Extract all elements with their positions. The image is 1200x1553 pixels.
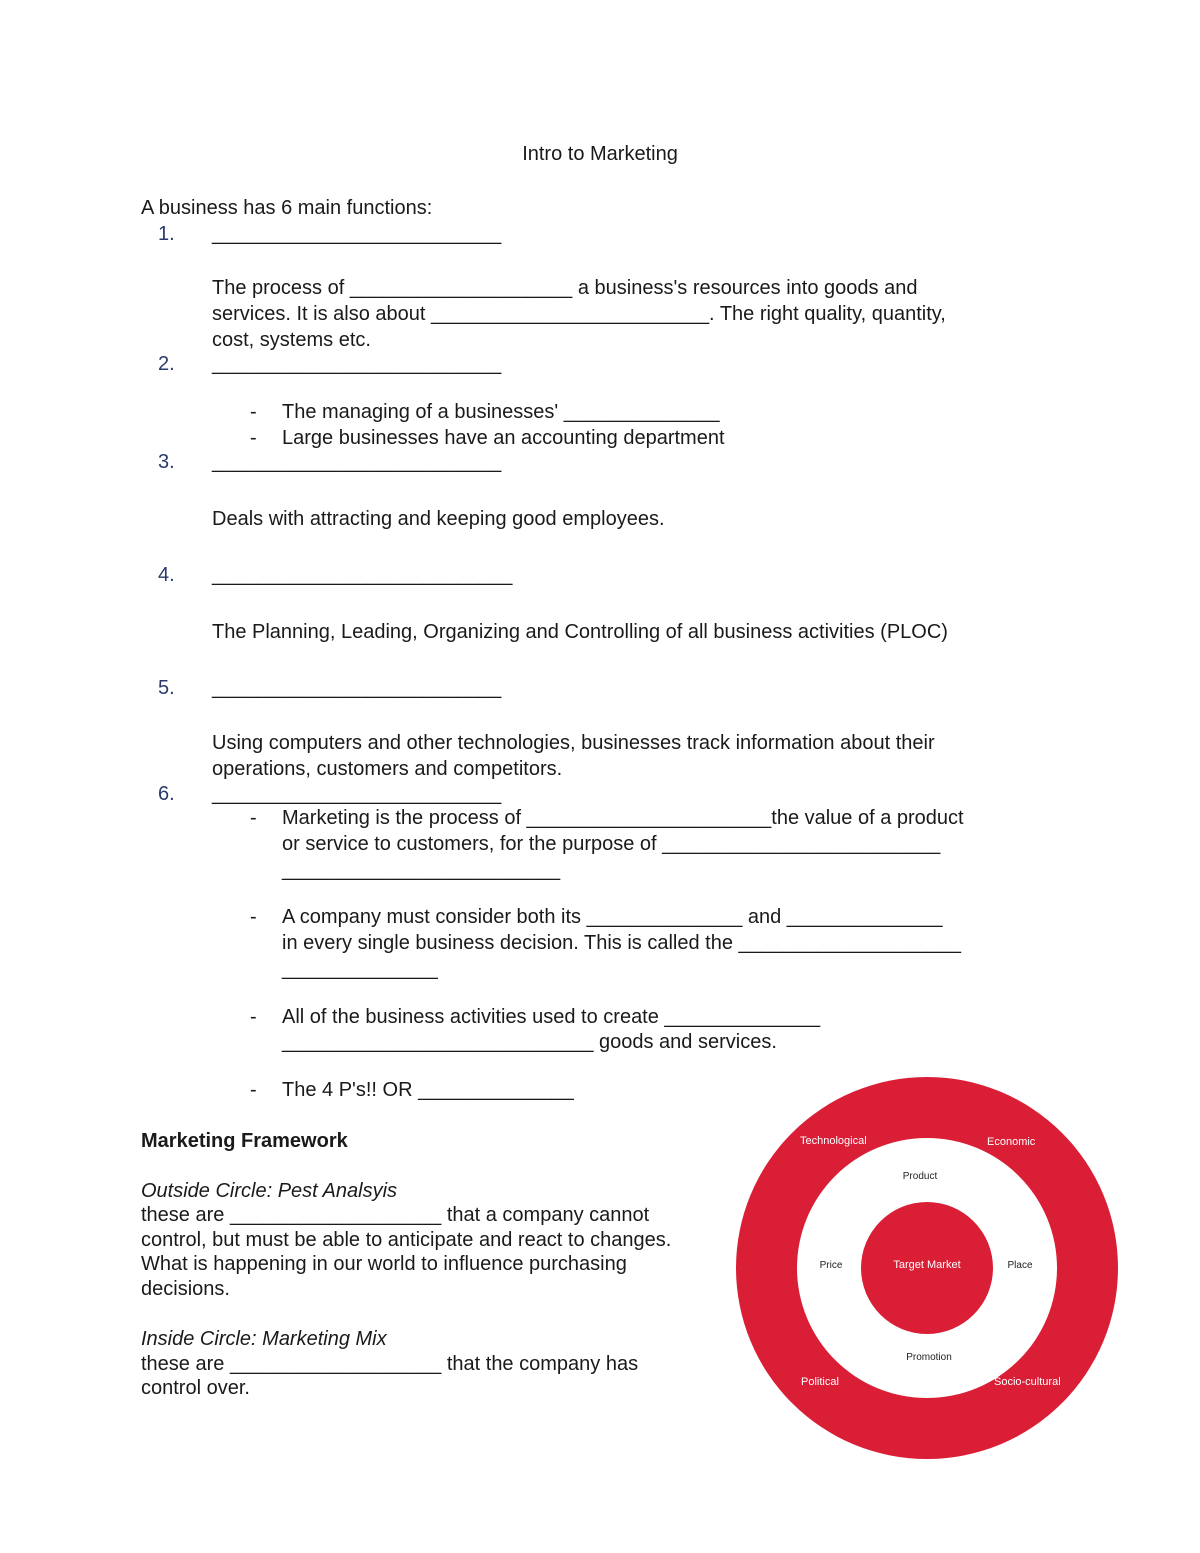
intro-text: A business has 6 main functions: bbox=[141, 197, 433, 219]
pest-label-political: Political bbox=[801, 1376, 839, 1388]
outside-circle-line2: control, but must be able to anticipate and react to changes. bbox=[141, 1229, 672, 1251]
function-6-number: 6. bbox=[158, 783, 175, 805]
inside-circle-line1: these are ___________________ that the company has bbox=[141, 1353, 639, 1375]
marketing-framework-diagram bbox=[736, 1077, 1118, 1459]
function-6-bullet-2-line2: in every single business decision. This is called the ____________________ bbox=[282, 932, 961, 954]
pest-label-technological: Technological bbox=[800, 1135, 867, 1147]
mix-label-price: Price bbox=[819, 1260, 843, 1271]
pest-label-socio-cultural: Socio-cultural bbox=[994, 1376, 1061, 1388]
function-6-bullet-1-line1: Marketing is the process of ______________________the value of a product bbox=[282, 807, 964, 829]
framework-heading: Marketing Framework bbox=[141, 1130, 348, 1152]
function-3-blank: __________________________ bbox=[212, 451, 502, 473]
bullet-dash: - bbox=[250, 427, 257, 449]
function-1-desc-line3: cost, systems etc. bbox=[212, 329, 371, 351]
function-2-bullet-2: Large businesses have an accounting department bbox=[282, 427, 725, 449]
function-6-bullet-3-line1: All of the business activities used to create ______________ bbox=[282, 1006, 821, 1028]
function-2-number: 2. bbox=[158, 353, 175, 375]
function-5-blank: __________________________ bbox=[212, 677, 502, 699]
function-1-desc-line1: The process of ____________________ a business's resources into goods and bbox=[212, 277, 918, 299]
inside-circle-heading: Inside Circle: Marketing Mix bbox=[141, 1328, 387, 1350]
function-2-bullet-1: The managing of a businesses' ______________ bbox=[282, 401, 720, 423]
outside-circle-line4: decisions. bbox=[141, 1278, 230, 1300]
mix-label-promotion: Promotion bbox=[906, 1352, 952, 1363]
bullet-dash: - bbox=[250, 1079, 257, 1101]
function-6-bullet-4: The 4 P's!! OR ______________ bbox=[282, 1079, 574, 1101]
function-6-bullet-2-line3: ______________ bbox=[282, 958, 438, 980]
function-6-bullet-1-line2: or service to customers, for the purpose of _________________________ bbox=[282, 833, 941, 855]
function-3-desc: Deals with attracting and keeping good employees. bbox=[212, 508, 665, 530]
outside-circle-heading: Outside Circle: Pest Analsyis bbox=[141, 1180, 398, 1202]
center-label-target-market: Target Market bbox=[893, 1259, 961, 1271]
function-6-bullet-2-line1: A company must consider both its ______________ and ______________ bbox=[282, 906, 943, 928]
function-5-desc-line1: Using computers and other technologies, businesses track information about their bbox=[212, 732, 935, 754]
function-1-number: 1. bbox=[158, 223, 175, 245]
function-6-bullet-1-line3: _________________________ bbox=[282, 859, 561, 881]
bullet-dash: - bbox=[250, 906, 257, 928]
function-1-blank: __________________________ bbox=[212, 223, 502, 245]
function-1-desc-line2: services. It is also about _________________________. The right quality, quantity, bbox=[212, 303, 946, 325]
function-6-blank: __________________________ bbox=[212, 783, 502, 805]
function-4-blank: ___________________________ bbox=[212, 564, 513, 586]
mix-label-product: Product bbox=[902, 1171, 938, 1182]
bullet-dash: - bbox=[250, 401, 257, 423]
pest-label-economic: Economic bbox=[987, 1136, 1036, 1148]
outside-circle-line1: these are ___________________ that a company cannot bbox=[141, 1204, 650, 1226]
function-4-desc: The Planning, Leading, Organizing and Controlling of all business activities (PLOC) bbox=[212, 621, 948, 643]
function-4-number: 4. bbox=[158, 564, 175, 586]
bullet-dash: - bbox=[250, 807, 257, 829]
function-3-number: 3. bbox=[158, 451, 175, 473]
outside-circle-line3: What is happening in our world to influence purchasing bbox=[141, 1253, 627, 1275]
function-5-desc-line2: operations, customers and competitors. bbox=[212, 758, 563, 780]
page-title: Intro to Marketing bbox=[522, 143, 678, 165]
function-2-blank: __________________________ bbox=[212, 353, 502, 375]
inside-circle-line2: control over. bbox=[141, 1377, 250, 1399]
mix-label-place: Place bbox=[1007, 1260, 1033, 1271]
bullet-dash: - bbox=[250, 1006, 257, 1028]
function-6-bullet-3-line2: ____________________________ goods and services. bbox=[282, 1031, 777, 1053]
function-5-number: 5. bbox=[158, 677, 175, 699]
